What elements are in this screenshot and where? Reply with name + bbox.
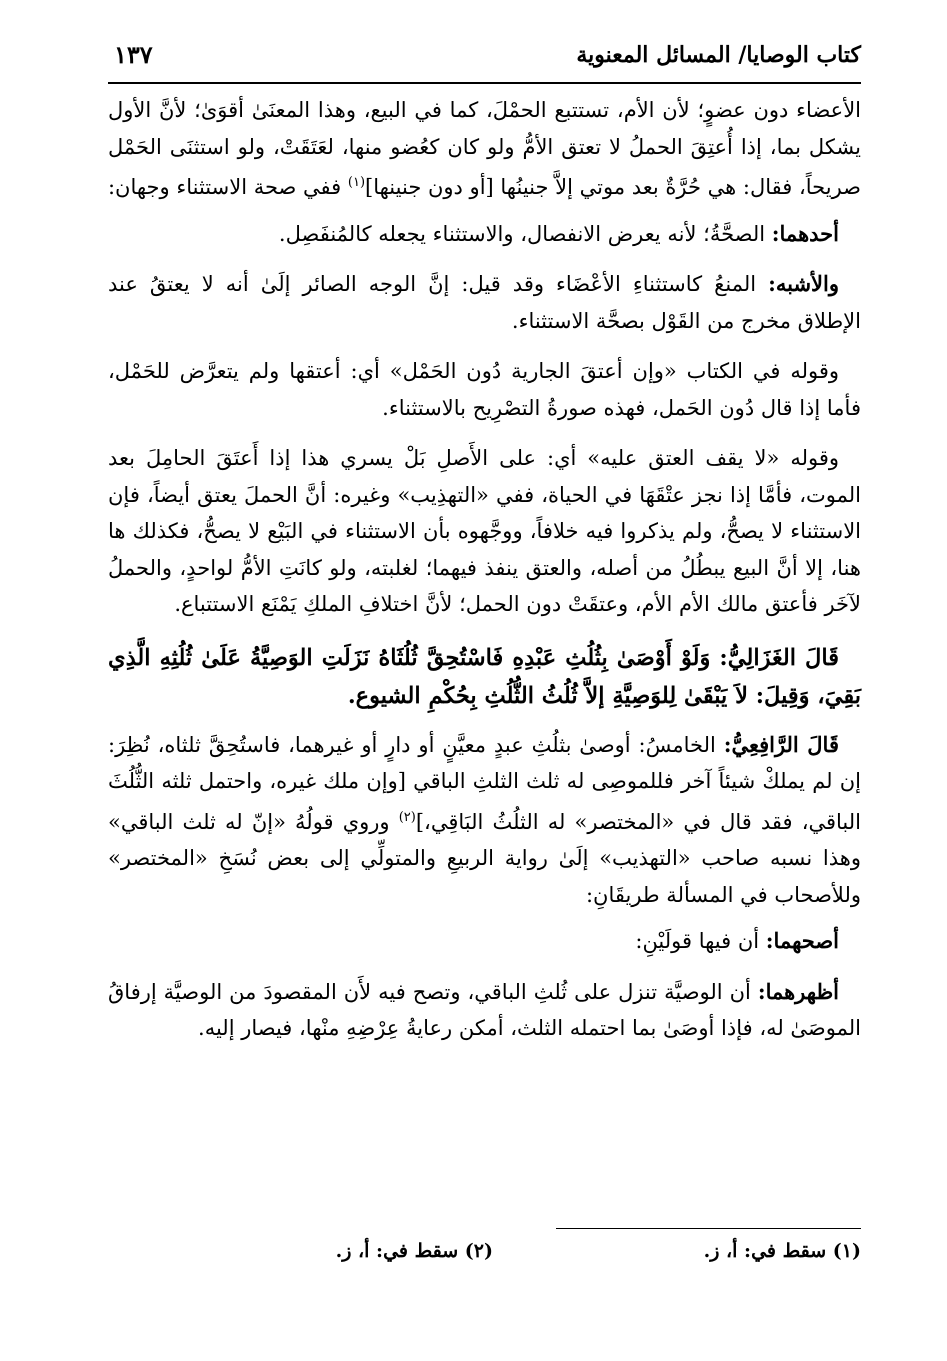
term-label: أظهرهما: xyxy=(757,978,839,1004)
main-text xyxy=(108,92,861,1057)
term-label: أحدهما: xyxy=(771,220,839,246)
page-number: ١٣٧ xyxy=(114,40,153,69)
running-header xyxy=(108,34,861,78)
matn-ghazali: قَالَ الغَزَالِيُّ: وَلَوْ أَوْصَىٰ بِثُلُثِ عَبْدِهِ فَاسْتُحِقَّ ثُلُثَاهُ نَزَلَتِ الوَصِيَّةُ عَلَىٰ ثُلُثِهِ الَّذِي بَقِيَ، وَقِيلَ: لاَ يَبْقَىٰ لِلوَصِيَّةِ إلاَّ ثُلُثُ الثُّلُثِ بِحُكْمِ الشيوع. xyxy=(108,644,861,709)
paragraph-1: الأعضاء دون عضوٍ؛ لأن الأم، تستتبع الحمْلَ، كما في البيع، وهذا المعنَىٰ أقوَىٰ؛ لأنَّ الأول يشكل بما، إذا أُعتِقَ الحملُ لا تعتق الأمُّ ولو كان كعُضو منها، لعَتَقَتْ، ولو استثنَى الحَمْل صريحاً، فقال: هي حُرَّةٌ بعد موتي إلاَّ جنينُها [أو دون جنينها]$^{(١)}$ ففي صحة الاستثناء وجهان: xyxy=(107,98,861,199)
paragraph-preferred-view: والأشبه: المنعُ كاستثناءِ الأعْضَاء وقد قيل: إنَّ الوجه الصائر إلَىٰ أنه لا يعتقُ عند الإطلاق مخرج من القَوْل بصحَّة الاستثناء. xyxy=(108,271,861,333)
term-label: والأشبه: xyxy=(768,271,839,296)
paragraph-5: وقوله «لا يقف العتق عليه» أي: على الأَصلِ بَلْ يسري هذا إذا أَعتَقَ الحامِلَ بعد الموت، فأمَّا إذا نجز عتْقَهَا في الحياة، ففي «التهذِيب» وغيره: أنَّ الحملَ يعتق أيضاً، فإن الاستثناء لا يصحُّ، ولم يذكروا فيه خلافاً، ووجَّهوه بأن الاستثناء في البَيْع لا يصحُّ، فكذلك ها هنا، إلا أنَّ البيع يبطُلُ من أصله، والعتق ينفذ فيهما؛ لغلبته، ولو كانَتِ الأمُّ لواحدٍ، والحملُ لآخَر فأعتق مالك الأم الأم، وعتقَتْ دون الحمل؛ لأنَّ اختلافِ الملكِ يَمْنَع الاستتباع. xyxy=(108,446,861,616)
footnotes xyxy=(108,1240,861,1270)
term-label: أصحهما: xyxy=(765,928,839,953)
paragraph-soundest: أصحهما: أن فيها قولَيْنِ: xyxy=(635,928,839,953)
footnote-rule xyxy=(556,1228,861,1229)
paragraph-4: وقوله في الكتاب «وإن أعتقَ الجارية دُون الحَمْل» أي: أعتقها ولم يتعرَّض للحَمْل، فأما إذا قال دُون الحَمل، فهذه صورةُ التصْرِيح بالاستثناء. xyxy=(108,359,861,420)
footnote-ref-1[interactable]: (١) xyxy=(347,175,366,190)
paragraph-first-view: أحدهما: الصحَّةُ؛ لأنه يعرض الانفصال، والاستثناء يجعله كالمُنفَصِل. xyxy=(278,220,839,246)
footnote-1: (١) سقط في: أ، ز. xyxy=(703,1240,861,1262)
header-rule xyxy=(108,82,861,84)
speaker-label: قَالَ الرَّافِعِيُّ: xyxy=(723,731,839,757)
footnote-2: (٢) سقط في: أ، ز. xyxy=(335,1240,493,1262)
speaker-label: قَالَ الغَزَالِيُّ: xyxy=(719,644,839,671)
footnote-ref-2[interactable]: (٢) xyxy=(398,809,416,825)
commentary-rafii: قَالَ الرَّافِعِيُّ: الخامسُ: أوصىٰ بثلُثِ عبدٍ معيَّنٍ أو دارٍ أو غيرهما، فاستُحِقَّ ثلثاه، نُظِرَ: إن لم يملكْ شيئاً آخر فللموصِى له ثلث الثلثِ الباقي [وإن ملك غيره، واحتمل ثلثه الثُّلُثَ الباقي، فقد قال في «المختصر» له الثلُثُ البَاقِي،]$^{(٢)}$ وروي قولُهُ «إنّ له ثلث الباقي» وهذا نسبه صاحب «التهذيب» إلَىٰ رواية الربيعِ والمتولِّي إلى بعض نُسَخِ «المختصر» وللأصحاب في المسألة طريقَانِ: xyxy=(108,731,862,907)
paragraph-most-evident: أظهرهما: أن الوصيَّة تنزل على ثُلثِ الباقي، وتصح فيه لأَن المقصودَ من الوصيَّة إرفاقُ الموصَىٰ له، فإذا أوصَىٰ بما احتمله الثلث، أمكن رعايةُ عِرْضِهِ منْها، فيصار إليه. xyxy=(108,978,861,1040)
header-title: كتاب الوصايا/ المسائل المعنوية xyxy=(576,42,861,68)
